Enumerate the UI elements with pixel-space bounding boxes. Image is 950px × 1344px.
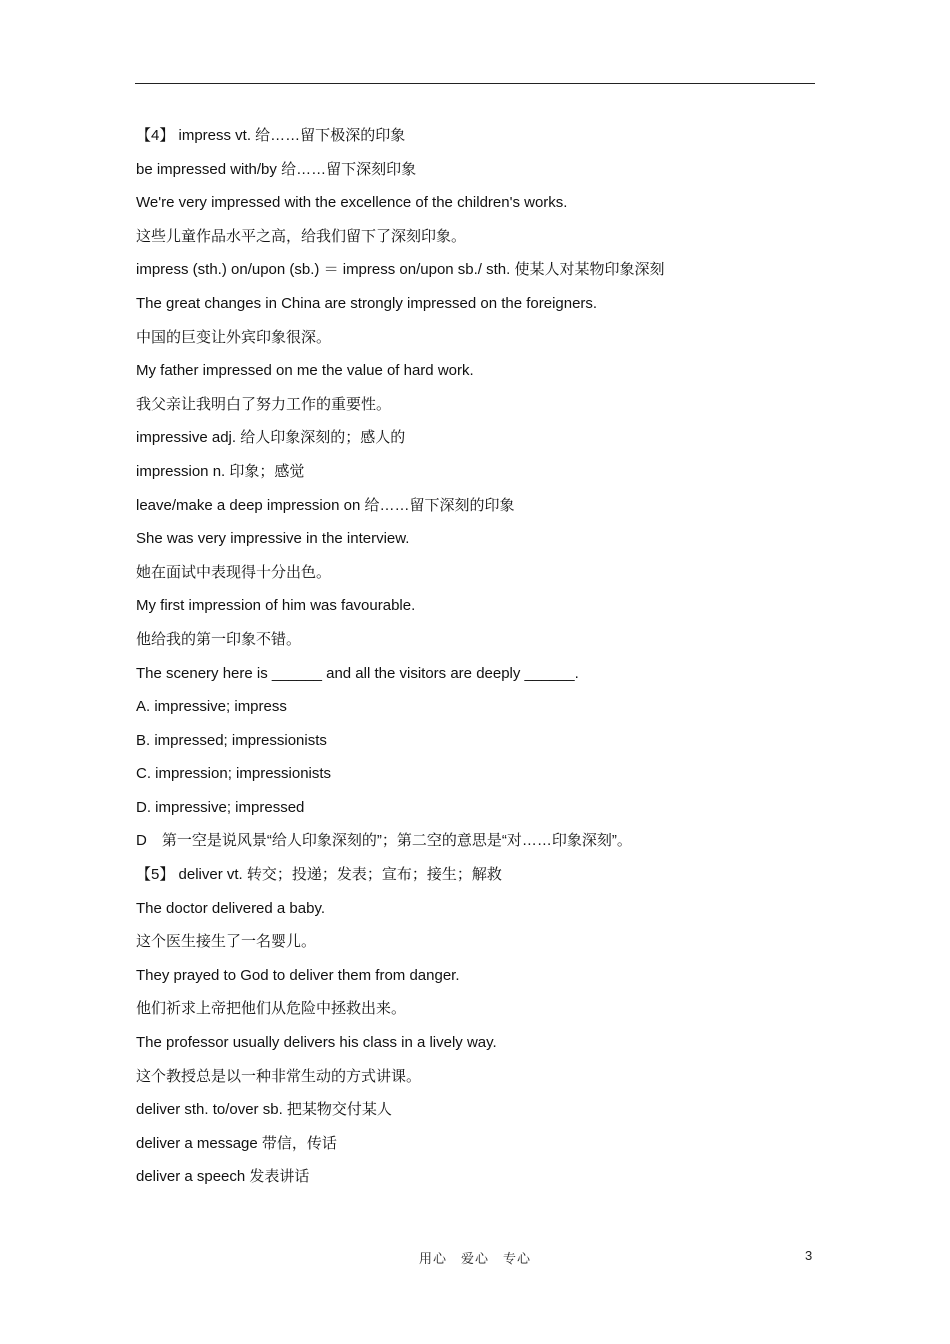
header-rule [135, 83, 815, 84]
text-line: 他给我的第一印象不错。 [136, 630, 302, 648]
page-number: 3 [805, 1248, 813, 1263]
exercise-option-b: B. impressed; impressionists [136, 731, 327, 749]
text-line: 她在面试中表现得十分出色。 [136, 563, 332, 581]
text-line: deliver a speech 发表讲话 [136, 1168, 310, 1186]
exercise-option-d: D. impressive; impressed [136, 798, 305, 816]
text-line: leave/make a deep impression on 给……留下深刻的印象 [136, 496, 515, 514]
exercise-question: The scenery here is ______ and all the visitors are deeply ______. [136, 664, 579, 682]
exercise-option-a: A. impressive; impress [136, 698, 287, 716]
text-line: deliver sth. to/over sb. 把某物交付某人 [136, 1101, 392, 1119]
text-line: The professor usually delivers his class in a lively way. [136, 1034, 497, 1052]
text-line: She was very impressive in the interview. [136, 530, 410, 548]
text-line: deliver a message 带信，传话 [136, 1134, 337, 1152]
exercise-option-c: C. impression; impressionists [136, 765, 332, 783]
text-line: The doctor delivered a baby. [136, 899, 326, 917]
text-line: They prayed to God to deliver them from danger. [136, 966, 460, 984]
footer-motto: 用心 爱心 专心 [418, 1252, 531, 1267]
text-line: be impressed with/by 给……留下深刻印象 [136, 160, 417, 178]
text-line: 他们祈求上帝把他们从危险中拯救出来。 [136, 1000, 407, 1018]
text-line: 中国的巨变让外宾印象很深。 [136, 328, 332, 346]
text-line: 这个教授总是以一种非常生动的方式讲课。 [136, 1067, 422, 1085]
text-line: 这个医生接生了一名婴儿。 [136, 933, 317, 951]
text-line: The great changes in China are strongly impressed on the foreigners. [136, 294, 598, 312]
exercise-answer: D 第一空是说风景“给人印象深刻的”；第二空的意思是“对……印象深刻”。 [136, 832, 632, 850]
text-line: We're very impressed with the excellence of the children's works. [136, 194, 568, 212]
text-line: impression n. 印象；感觉 [136, 462, 305, 480]
text-line: My first impression of him was favourable. [136, 597, 416, 615]
text-line: My father impressed on me the value of hard work. [136, 362, 474, 380]
text-line: 这些儿童作品水平之高，给我们留下了深刻印象。 [136, 227, 467, 245]
text-line: impressive adj. 给人印象深刻的；感人的 [136, 429, 406, 447]
text-line: impress (sth.) on/upon (sb.) ＝ impress on/upon sb./ sth. 使某人对某物印象深刻 [136, 261, 665, 279]
document-body [136, 119, 816, 1194]
section-heading-deliver: 【5】 deliver vt. 转交；投递；发表；宣布；接生；解救 [136, 866, 502, 884]
text-line: 我父亲让我明白了努力工作的重要性。 [136, 395, 392, 413]
section-heading-impress: 【4】 impress vt. 给……留下极深的印象 [136, 127, 406, 144]
